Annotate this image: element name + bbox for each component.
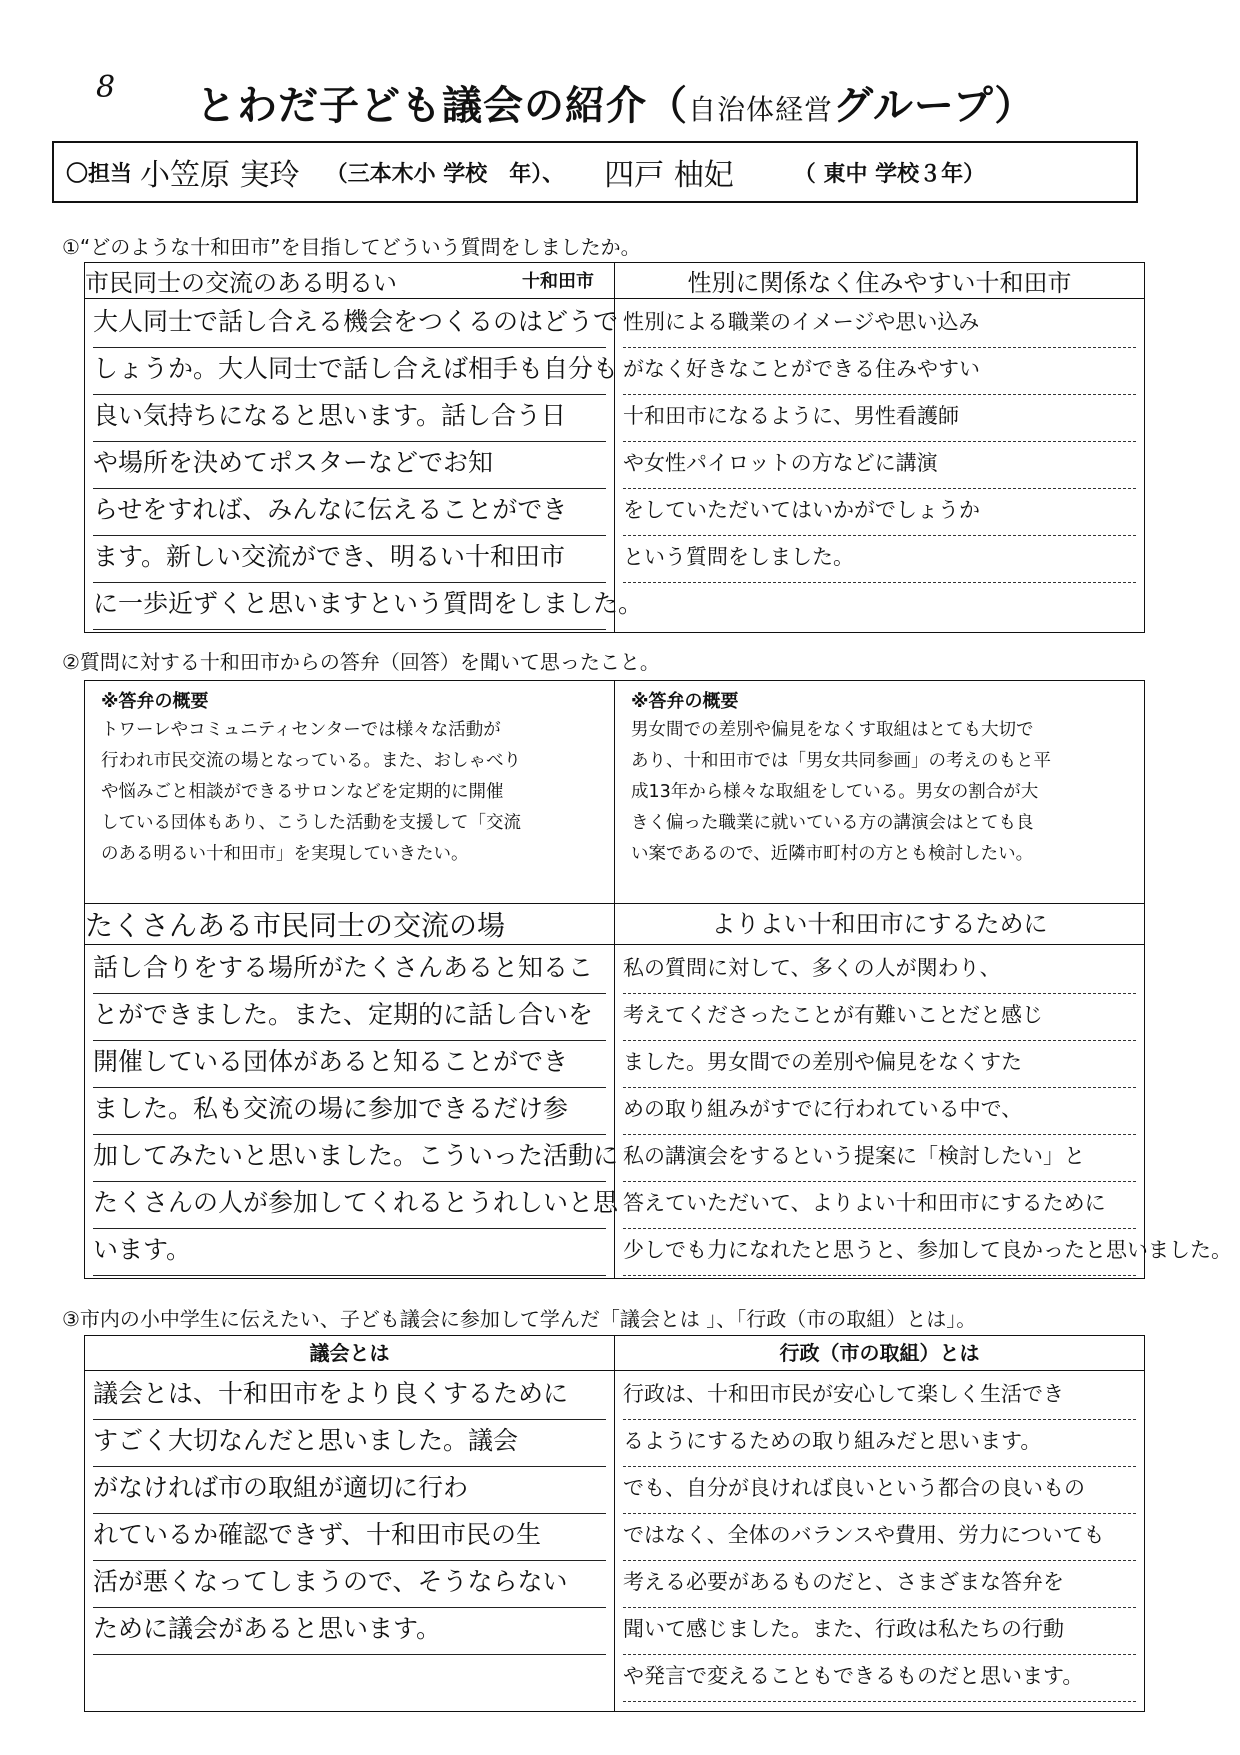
q3-left-line: ために議会があると思います。 — [93, 1608, 606, 1655]
q3-right-body — [615, 1371, 1145, 1712]
q2-right-line: 少しでも力になれたと思うと、参加して良かったと思いました。 — [623, 1229, 1136, 1276]
q3-right-header: 行政（市の取組）とは — [615, 1336, 1145, 1371]
q1-right-line: や女性パイロットの方などに講演 — [623, 442, 1136, 489]
q1-left-line: ます。新しい交流ができ、明るい十和田市 — [93, 536, 606, 583]
q2-right-answer-line: きく偏った職業に就いている方の講演会はとても良 — [631, 813, 1034, 833]
q3-table — [84, 1335, 1145, 1712]
q2-right-line: めの取り組みがすでに行われている中で、 — [623, 1088, 1136, 1135]
title-group: 自治体経営 — [688, 93, 834, 126]
q3-right-line: るようにするための取り組みだと思います。 — [623, 1420, 1136, 1467]
q2-title: ②質問に対する十和田市からの答弁（回答）を聞いて思ったこと。 — [62, 650, 660, 674]
q2-left-line: 話し合りをする場所がたくさんあると知るこ — [93, 947, 606, 994]
q3-left-line: 議会とは、十和田市をより良くするために — [93, 1373, 606, 1420]
q3-right-line: 行政は、十和田市民が安心して楽しく生活でき — [623, 1373, 1136, 1420]
q1-right-line: という質問をしました。 — [623, 536, 1136, 583]
title-suffix: グループ） — [833, 83, 1036, 129]
q1-table — [84, 262, 1145, 633]
q3-left-line: れているか確認できず、十和田市民の生 — [93, 1514, 606, 1561]
q1-left-body — [85, 299, 644, 633]
q1-left-heading: 市民同士の交流のある明るい — [85, 269, 397, 297]
q1-left-line: しょうか。大人同士で話し合えば相手も自分も — [93, 348, 606, 395]
members-box — [52, 141, 1138, 203]
q2-left-answer-line: トワーレやコミュニティセンターでは様々な活動が — [101, 720, 501, 740]
q1-left-line: 大人同士で話し合える機会をつくるのはどうで — [93, 301, 606, 348]
q2-right-line: 考えてくださったことが有難いことだと感じ — [623, 994, 1136, 1041]
q1-right-line: 性別による職業のイメージや思い込み — [623, 301, 1136, 348]
q1-title: ①“どのような十和田市”を目指してどういう質問をしましたか。 — [62, 235, 641, 259]
q3-left-line: すごく大切なんだと思いました。議会 — [93, 1420, 606, 1467]
q2-right-line: 私の質問に対して、多くの人が関わり、 — [623, 947, 1136, 994]
member1-school: （三本木小 学校 年）、 — [325, 161, 565, 187]
q2-right-body — [615, 945, 1232, 1279]
q1-right-line: 十和田市になるように、男性看護師 — [623, 395, 1136, 442]
q3-right-line: 考える必要があるものだと、さまざまな答弁を — [623, 1561, 1136, 1608]
q1-left-line: や場所を決めてポスターなどでお知 — [93, 442, 606, 489]
q2-table — [84, 680, 1232, 1279]
q2-left-answer-label: ※答弁の概要 — [101, 691, 209, 712]
q1-left-heading-city: 十和田市 — [522, 271, 594, 292]
q2-left-line: とができました。また、定期的に話し合いを — [93, 994, 606, 1041]
q2-right-line: 答えていただいて、よりよい十和田市にするために — [623, 1182, 1136, 1229]
q3-right-line: 聞いて感じました。また、行政は私たちの行動 — [623, 1608, 1136, 1655]
q2-right-answer-line: 成13年から様々な取組をしている。男女の割合が大 — [631, 782, 1039, 802]
q3-right-line: や発言で変えることもできるものだと思います。 — [623, 1655, 1136, 1702]
member1-name: 小笠原 実玲 — [140, 158, 300, 193]
q2-left-line: 加してみたいと思いました。こういった活動に — [93, 1135, 606, 1182]
member2-name: 四戸 柚妃 — [604, 158, 734, 193]
q2-left-line: 開催している団体があると知ることができ — [93, 1041, 606, 1088]
q3-right-line: でも、自分が良ければ良いという都合の良いもの — [623, 1467, 1136, 1514]
q1-left-line: に一歩近ずくと思いますという質問をしました。 — [93, 583, 606, 630]
page-title — [196, 74, 1035, 131]
q2-right-heading: よりよい十和田市にするために — [615, 904, 1145, 945]
q2-right-answer-line: い案であるので、近隣市町村の方とも検討したい。 — [631, 844, 1034, 864]
q2-left-line: います。 — [93, 1229, 606, 1276]
q3-left-header: 議会とは — [85, 1336, 615, 1371]
q3-left-body — [85, 1371, 615, 1712]
q3-left-line: 活が悪くなってしまうので、そうならない — [93, 1561, 606, 1608]
q1-right-body — [615, 299, 1145, 633]
q3-right-line: ではなく、全体のバランスや費用、労力についても — [623, 1514, 1136, 1561]
q2-right-line: ました。男女間での差別や偏見をなくすた — [623, 1041, 1136, 1088]
q3-title: ③市内の小中学生に伝えたい、子ども議会に参加して学んだ「議会とは 」、「行政（市の取組）とは」。 — [62, 1307, 977, 1331]
q1-right-line: をしていただいてはいかがでしょうか — [623, 489, 1136, 536]
member2-school: （ 東中 学校３年） — [793, 161, 986, 187]
q2-left-answer-line: や悩みごと相談ができるサロンなどを定期的に開催 — [101, 782, 504, 802]
q2-left-answer-line: のある明るい十和田市」を実現していきたい。 — [101, 844, 469, 864]
q2-right-answer-line: 男女間での差別や偏見をなくす取組はとても大切で — [631, 720, 1034, 740]
q2-left-line: たくさんの人が参加してくれるとうれしいと思 — [93, 1182, 606, 1229]
q2-right-answer — [615, 681, 1145, 904]
q2-left-answer-line: している団体もあり、こうした活動を支援して「交流 — [101, 813, 521, 833]
q2-left-answer-line: 行われ市民交流の場となっている。また、おしゃべり — [101, 751, 521, 771]
q2-right-line: 私の講演会をするという提案に「検討したい」と — [623, 1135, 1136, 1182]
q2-left-heading: たくさんある市民同士の交流の場 — [85, 904, 615, 945]
q1-left-heading-cell — [85, 263, 615, 299]
q2-left-body — [85, 945, 619, 1279]
q1-right-heading: 性別に関係なく住みやすい十和田市 — [615, 263, 1145, 299]
q1-left-line: 良い気持ちになると思います。話し合う日 — [93, 395, 606, 442]
q1-left-line: らせをすれば、みんなに伝えることができ — [93, 489, 606, 536]
q3-left-line: がなければ市の取組が適切に行わ — [93, 1467, 606, 1514]
q2-right-answer-label: ※答弁の概要 — [631, 691, 739, 712]
q2-left-line: ました。私も交流の場に参加できるだけ参 — [93, 1088, 606, 1135]
q1-right-line: がなく好きなことができる住みやすい — [623, 348, 1136, 395]
q2-right-answer-line: あり、十和田市では「男女共同参画」の考えのもと平 — [631, 751, 1051, 771]
title-main: とわだ子ども議会の紹介（ — [196, 83, 688, 129]
page-number: 8 — [96, 70, 116, 105]
members-label: 〇担当 — [66, 161, 133, 187]
q2-left-answer — [85, 681, 615, 904]
